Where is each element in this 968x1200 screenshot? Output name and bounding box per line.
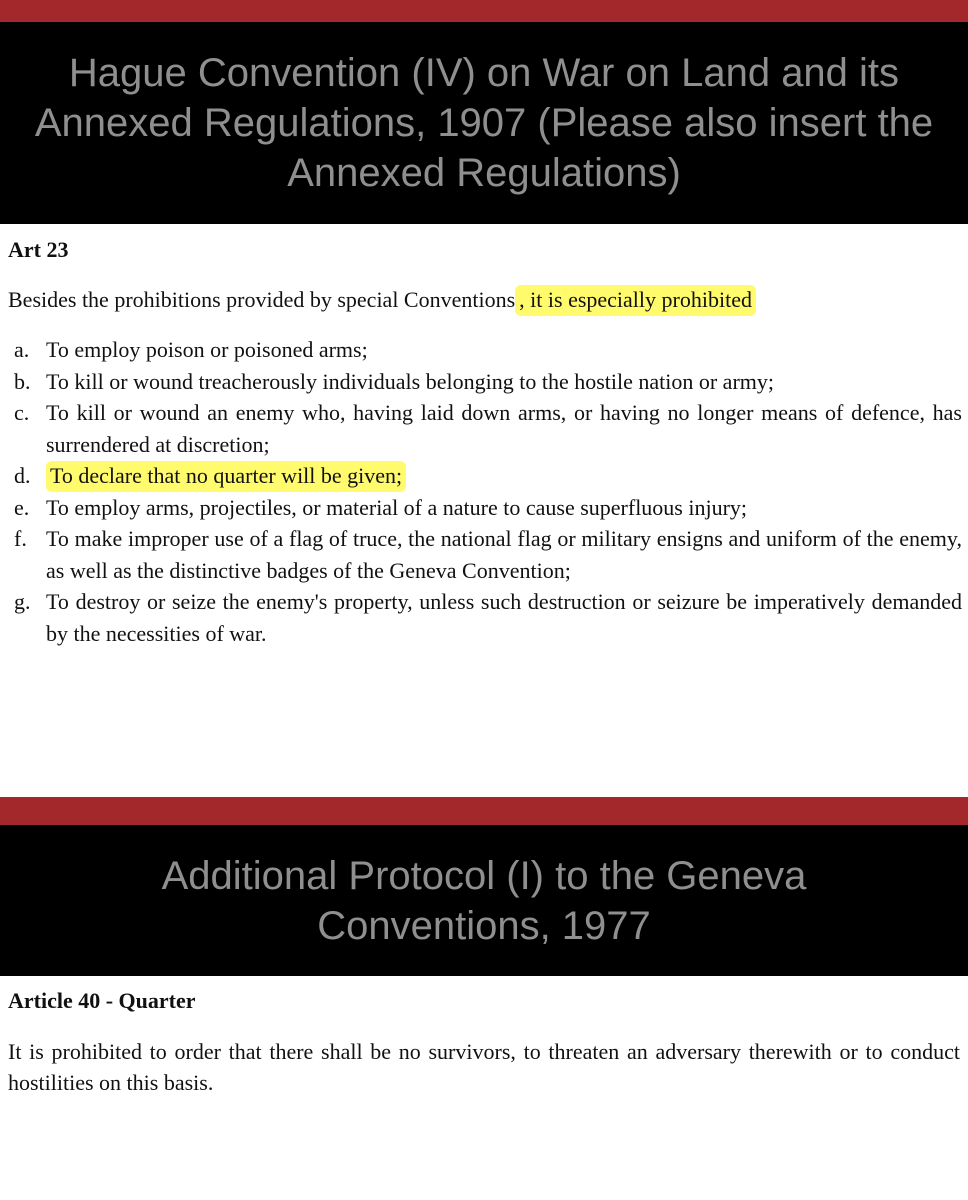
hague-title-line-2: Annexed Regulations, 1907 (Please also insert the (34, 101, 934, 145)
middle-red-bar (0, 797, 968, 825)
list-marker: e. (14, 494, 30, 520)
intro-plain-text: Besides the prohibitions provided by special Conventions (8, 287, 516, 312)
list-item (0, 366, 962, 398)
list-item-highlighted (0, 460, 962, 492)
list-item-text: To destroy or seize the enemy's property, unless such destruction or seizure be imperatively demanded by the necessities of war. (46, 589, 962, 646)
list-item (0, 586, 962, 649)
protocol-title-banner (0, 825, 968, 976)
list-item-text: To kill or wound an enemy who, having laid down arms, or having no longer means of defence, has surrendered at discretion; (46, 400, 962, 457)
list-marker: c. (14, 400, 30, 425)
list-marker: d. (14, 463, 31, 488)
prohibitions-list (0, 334, 962, 649)
protocol-title-line-2: Conventions, 1977 (317, 903, 651, 948)
article-40-body: It is prohibited to order that there shall be no survivors, to threaten an adversary therewith or to conduct hostilities on this basis. (8, 1039, 960, 1095)
list-item (0, 397, 962, 460)
article-40-heading: Article 40 - Quarter (8, 988, 196, 1013)
list-marker: f. (14, 526, 27, 551)
list-marker: g. (14, 589, 31, 614)
list-item-text-highlighted: To declare that no quarter will be given; (46, 461, 406, 492)
hague-title-line-1: Hague Convention (IV) on War on Land and its (68, 51, 900, 95)
list-item-text: To employ poison or poisoned arms; (46, 337, 368, 362)
list-marker: a. (14, 337, 30, 362)
article-23-heading: Art 23 (8, 237, 69, 262)
hague-title-banner (0, 22, 968, 224)
top-red-bar (0, 0, 968, 22)
list-item-text: To employ arms, projectiles, or material of a nature to cause superfluous injury; (46, 494, 748, 520)
list-item-text: To kill or wound treacherously individuals belonging to the hostile nation or army; (46, 368, 774, 394)
article-23-intro (8, 284, 960, 315)
protocol-title-line-1: Additional Protocol (I) to the Geneva (161, 853, 807, 898)
hague-title-line-3: Annexed Regulations) (287, 151, 681, 195)
list-item-text: To make improper use of a flag of truce, the national flag or military ensigns and uniform of the enemy, as well as the distinctive badges of the Geneva Convention; (46, 526, 962, 583)
list-marker: b. (14, 368, 31, 394)
hague-title (35, 48, 933, 198)
protocol-title (162, 851, 807, 951)
list-item (0, 492, 962, 524)
list-item (0, 523, 962, 586)
intro-highlighted-text: , it is especially prohibited (515, 285, 756, 316)
list-item (0, 334, 962, 366)
